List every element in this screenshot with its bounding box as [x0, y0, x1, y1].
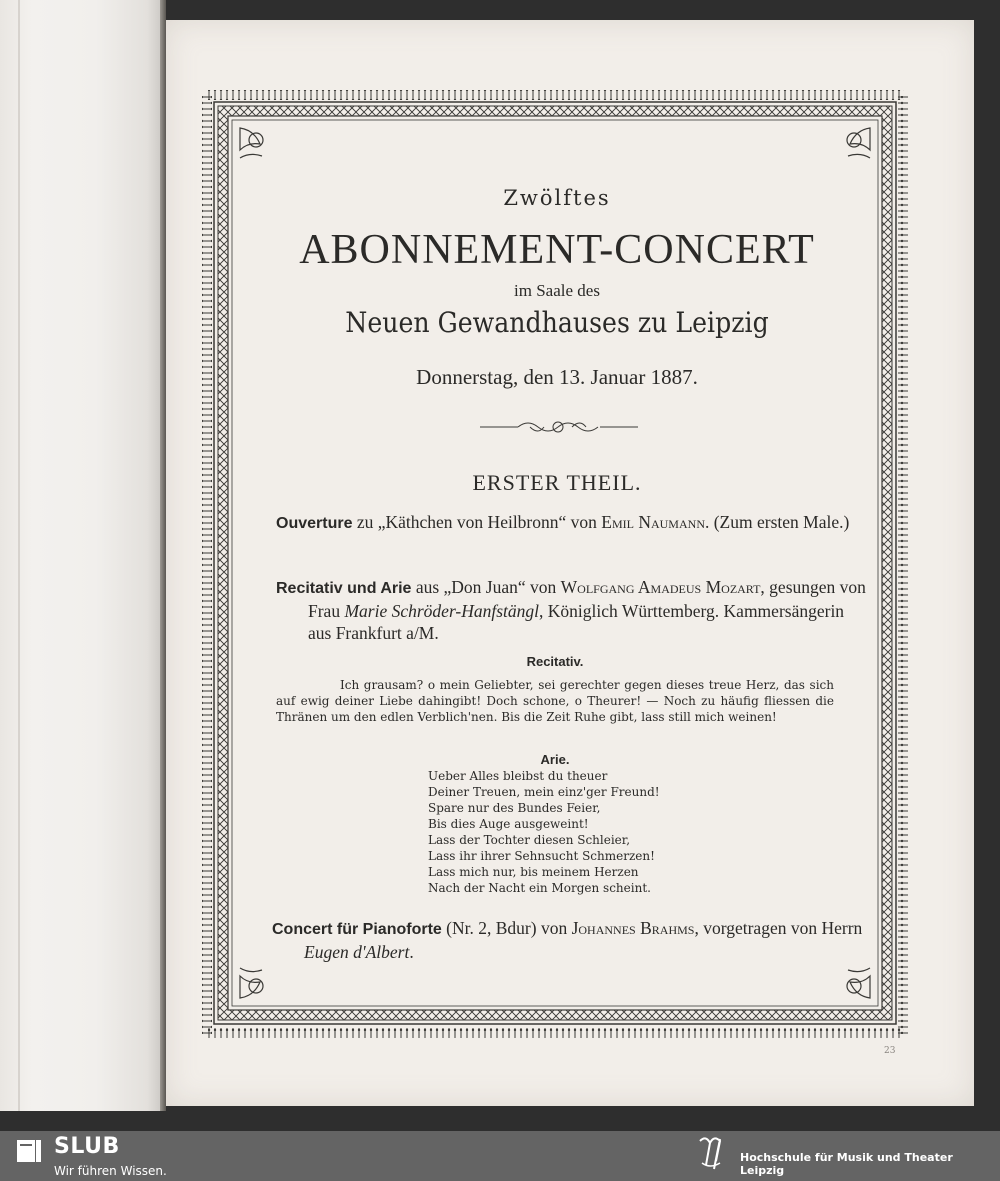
arie-text [428, 768, 728, 896]
page-number: 23 [884, 1046, 896, 1056]
item-text: . [409, 942, 414, 962]
recitativ-heading: Recitativ. [526, 654, 584, 669]
verse-line: Lass mich nur, bis meinem Herzen [428, 865, 639, 879]
composer-name: Emil Naumann [601, 512, 705, 532]
work-title: Recitativ und Arie [276, 580, 412, 597]
program-item [276, 511, 868, 535]
venue-prefix: im Saale des [514, 281, 600, 300]
concert-date: Donnerstag, den 13. Januar 1887. [416, 365, 698, 389]
concert-number: Zwölftes [503, 186, 611, 210]
institution-name[interactable]: Hochschule für Musik und Theater Leipzig [740, 1151, 953, 1177]
item-text: zu „Käthchen von Heilbronn“ von [352, 512, 602, 532]
hfm-logo-icon[interactable] [692, 1133, 732, 1177]
left-page [0, 0, 160, 1111]
verse-line: Lass ihr ihrer Sehnsucht Schmerzen! [428, 849, 655, 863]
item-text: , vorgetragen von Herrn [694, 918, 863, 938]
program-item [272, 917, 864, 963]
slub-name[interactable]: SLUB [54, 1134, 120, 1159]
composer-name: Johannes Brahms [571, 918, 695, 938]
item-text: (Nr. 2, Bdur) von [441, 918, 572, 938]
slub-book-icon[interactable] [14, 1136, 44, 1166]
verse-line: Spare nur des Bundes Feier, [428, 801, 601, 815]
work-title: Concert für Pianoforte [272, 921, 442, 938]
page-title: ABONNEMENT-CONCERT [299, 227, 815, 273]
verse-line: Lass der Tochter diesen Schleier, [428, 833, 631, 847]
arie-heading: Arie. [540, 752, 570, 767]
section-title: ERSTER THEIL. [472, 470, 642, 495]
recitativ-text: Ich grausam? o mein Geliebter, sei gerechter gegen dieses treue Herz, das sich auf ewig deiner Liebe dahingibt! Doch schone, o Theurer! — Noch zu häufig fliessen die Thränen um den edlen Verblich'nen. Bis die Zeit Ruhe gibt, lass still mich weinen! [276, 678, 834, 724]
item-text: , gesungen von Frau [308, 577, 866, 621]
item-text: aus „Don Juan“ von [411, 577, 561, 597]
venue-name: Neuen Gewandhauses zu Leipzig [345, 306, 769, 339]
verse-line: Bis dies Auge ausgeweint! [428, 817, 589, 831]
performer-name: Marie Schröder-Hanfstängl [344, 601, 540, 621]
verse-line: Ueber Alles bleibst du theuer [428, 769, 608, 783]
performer-name: Eugen d'Albert [304, 942, 410, 962]
left-page-edge [18, 0, 20, 1111]
item-text: . (Zum ersten Male.) [704, 512, 850, 532]
verse-line: Deiner Treuen, mein einz'ger Freund! [428, 785, 660, 799]
verse-line: Nach der Nacht ein Morgen scheint. [428, 881, 651, 895]
slub-tagline: Wir führen Wissen. [54, 1164, 167, 1178]
program-item [276, 576, 868, 644]
work-title: Ouverture [276, 515, 353, 532]
composer-name: Wolfgang Amadeus Mozart [560, 577, 761, 597]
item-text: , Königlich Württemberg. Kammersängerin aus Frankfurt a/M. [308, 601, 845, 643]
